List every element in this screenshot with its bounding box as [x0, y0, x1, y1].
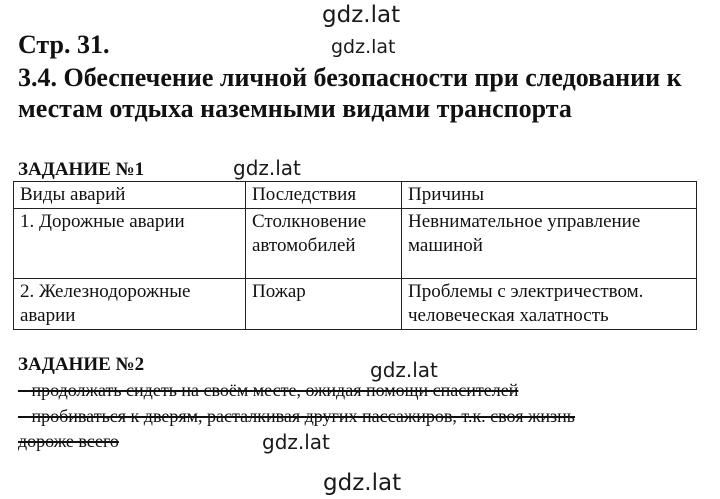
watermark: gdz.lat: [331, 36, 396, 58]
crossed-answer-line: дороже всего: [18, 431, 119, 451]
cell-consequence: [246, 279, 402, 330]
cell-line: человеческая халатность: [408, 305, 609, 326]
cell-cause: [402, 279, 697, 330]
table-row: [14, 209, 697, 279]
header-consequences: Последствия: [246, 182, 402, 209]
cell-line: 2. Железнодорожные: [20, 281, 191, 302]
cell-accident-type: [14, 209, 246, 279]
crossed-answer-line: – пробиваться к дверям, расталкивая других пассажиров, т.к. своя жизнь: [18, 406, 576, 426]
watermark: gdz.lat: [323, 470, 402, 496]
cell-line: автомобилей: [252, 235, 356, 256]
header-accident-types: Виды аварий: [14, 182, 246, 209]
cell-line: Проблемы с электричеством.: [408, 281, 644, 302]
cell-cause: [402, 209, 697, 279]
cell-accident-type: [14, 279, 246, 330]
cell-line: машиной: [408, 235, 483, 256]
section-title-line1: 3.4. Обеспечение личной безопасности при следовании к: [18, 63, 682, 92]
cell-line: Невнимательное управление: [408, 211, 641, 232]
task2-heading: ЗАДАНИЕ №2: [18, 354, 145, 375]
header-causes: Причины: [402, 182, 697, 209]
watermark: gdz.lat: [370, 358, 438, 382]
cell-line: аварии: [20, 305, 76, 326]
page-reference: Стр. 31.: [18, 30, 110, 59]
accidents-table: [13, 181, 697, 330]
table-row: [14, 279, 697, 330]
watermark: gdz.lat: [262, 430, 330, 454]
section-title-line2: местам отдыха наземными видами транспорта: [18, 94, 572, 123]
table-header-row: [14, 182, 697, 209]
watermark: gdz.lat: [233, 156, 301, 180]
cell-line: Пожар: [252, 281, 306, 302]
cell-line: Столкновение: [252, 211, 367, 232]
crossed-answer-line: – продолжать сидеть на своём месте, ожидая помощи спасителей: [18, 380, 519, 400]
cell-consequence: [246, 209, 402, 279]
task1-heading: ЗАДАНИЕ №1: [18, 159, 145, 180]
watermark: gdz.lat: [322, 2, 401, 28]
cell-line: 1. Дорожные аварии: [20, 211, 185, 232]
